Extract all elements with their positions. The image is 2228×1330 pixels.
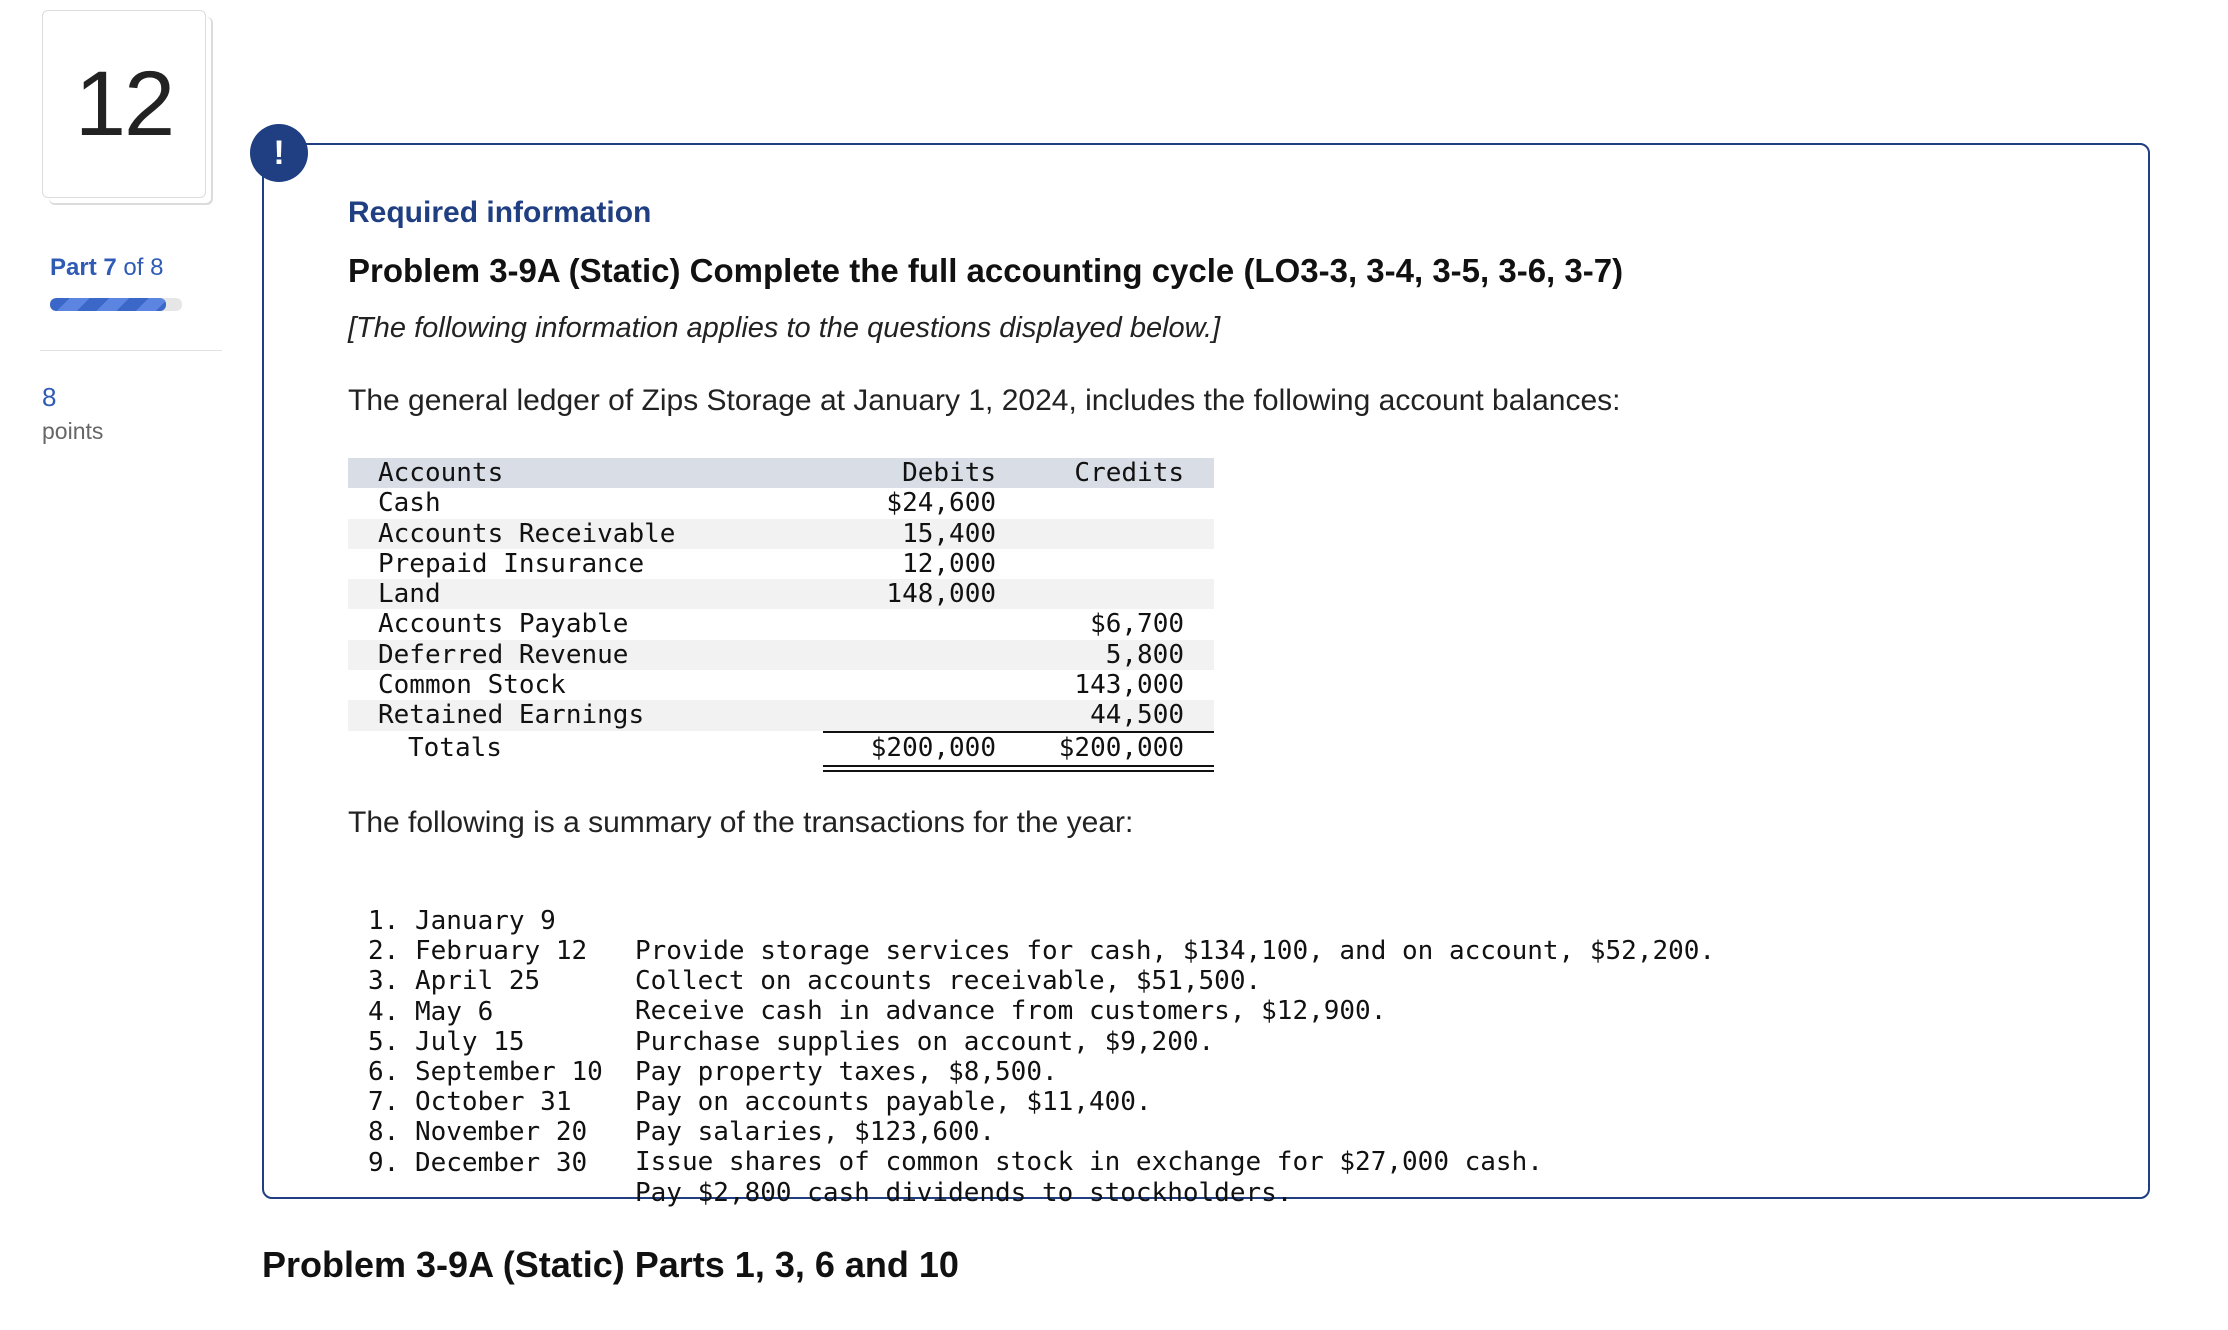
required-info-heading: Required information [348, 196, 652, 229]
table-row [348, 609, 1214, 639]
transaction-desc: Pay $2,800 cash dividends to stockholders. [635, 1177, 1293, 1208]
account-name: Land [378, 579, 441, 610]
points-value: 8 [42, 382, 57, 412]
credit-value: 44,500 [1090, 700, 1184, 731]
ledger-intro: The general ledger of Zips Storage at January 1, 2024, includes the following account balances: [348, 384, 1621, 417]
account-name: Accounts Receivable [378, 518, 676, 549]
totals-double-rule-1 [823, 765, 1214, 767]
transaction-date: 2. February 12 [368, 936, 588, 967]
transaction-desc: Issue shares of common stock in exchange for $27,000 cash. [635, 1147, 1543, 1178]
table-row [348, 579, 1214, 609]
table-row [348, 488, 1214, 518]
parts-heading: Problem 3-9A (Static) Parts 1, 3, 6 and 10 [262, 1244, 959, 1285]
question-number-card [42, 10, 206, 198]
problem-title: Problem 3-9A (Static) Complete the full accounting cycle (LO3-3, 3-4, 3-5, 3-6, 3-7) [348, 252, 1624, 289]
credit-value: 5,800 [1105, 639, 1184, 670]
debit-value: 15,400 [902, 518, 996, 549]
info-note: [The following information applies to the questions displayed below.] [348, 312, 1221, 344]
transactions-list [368, 876, 1716, 1208]
debit-value: 148,000 [886, 579, 996, 610]
account-name: Retained Earnings [378, 700, 645, 731]
header-credits: Credits [1074, 458, 1184, 488]
account-balances-table [348, 458, 1214, 765]
transaction-date: 8. November 20 [368, 1117, 588, 1148]
points-label: points [42, 418, 104, 444]
totals-row [348, 731, 1214, 765]
transaction-desc: Provide storage services for cash, $134,100, and on account, $52,200. [635, 936, 1716, 966]
table-row [348, 670, 1214, 700]
transaction-desc: Pay property taxes, $8,500. [635, 1056, 1058, 1087]
debit-value: $24,600 [886, 488, 996, 519]
totals-label: Totals [408, 732, 502, 763]
credit-value: 143,000 [1074, 670, 1184, 701]
part-progress-bar [50, 298, 182, 311]
transaction-desc: Collect on accounts receivable, $51,500. [635, 966, 1262, 997]
account-name: Cash [378, 488, 441, 519]
transaction-date: 1. January 9 [368, 906, 556, 936]
transactions-intro: The following is a summary of the transactions for the year: [348, 806, 1134, 839]
account-name: Deferred Revenue [378, 639, 629, 670]
part-of: of 8 [123, 254, 164, 281]
totals-credit: $200,000 [1058, 732, 1184, 763]
totals-debit: $200,000 [870, 732, 996, 763]
transaction-date: 9. December 30 [368, 1147, 588, 1178]
table-row [348, 640, 1214, 670]
question-number: 12 [74, 52, 174, 155]
part-progress-fill [50, 298, 166, 311]
table-row [348, 519, 1214, 549]
rail-divider [40, 350, 222, 351]
account-name: Accounts Payable [378, 609, 629, 640]
header-debits: Debits [902, 458, 996, 488]
table-header-row [348, 458, 1214, 488]
account-name: Prepaid Insurance [378, 548, 645, 579]
transaction-desc: Purchase supplies on account, $9,200. [635, 1026, 1215, 1057]
transaction-date: 4. May 6 [368, 996, 494, 1027]
transaction-date: 5. July 15 [368, 1026, 525, 1057]
debit-value: 12,000 [902, 548, 996, 579]
table-row [348, 549, 1214, 579]
part-indicator: Part 7 of 8 [50, 254, 164, 281]
transaction-desc: Receive cash in advance from customers, $12,900. [635, 996, 1387, 1027]
account-name: Common Stock [378, 670, 566, 701]
header-accounts: Accounts [378, 458, 504, 488]
transaction-date: 3. April 25 [368, 966, 541, 997]
table-row [348, 700, 1214, 730]
transaction-desc: Pay salaries, $123,600. [635, 1117, 996, 1148]
transaction-desc: Pay on accounts payable, $11,400. [635, 1086, 1152, 1117]
alert-icon: ! [250, 124, 308, 182]
transaction-date: 7. October 31 [368, 1087, 572, 1118]
part-current: 7 [103, 254, 117, 281]
credit-value: $6,700 [1090, 609, 1184, 640]
totals-double-rule-2 [823, 770, 1214, 772]
transaction-date: 6. September 10 [368, 1056, 603, 1087]
